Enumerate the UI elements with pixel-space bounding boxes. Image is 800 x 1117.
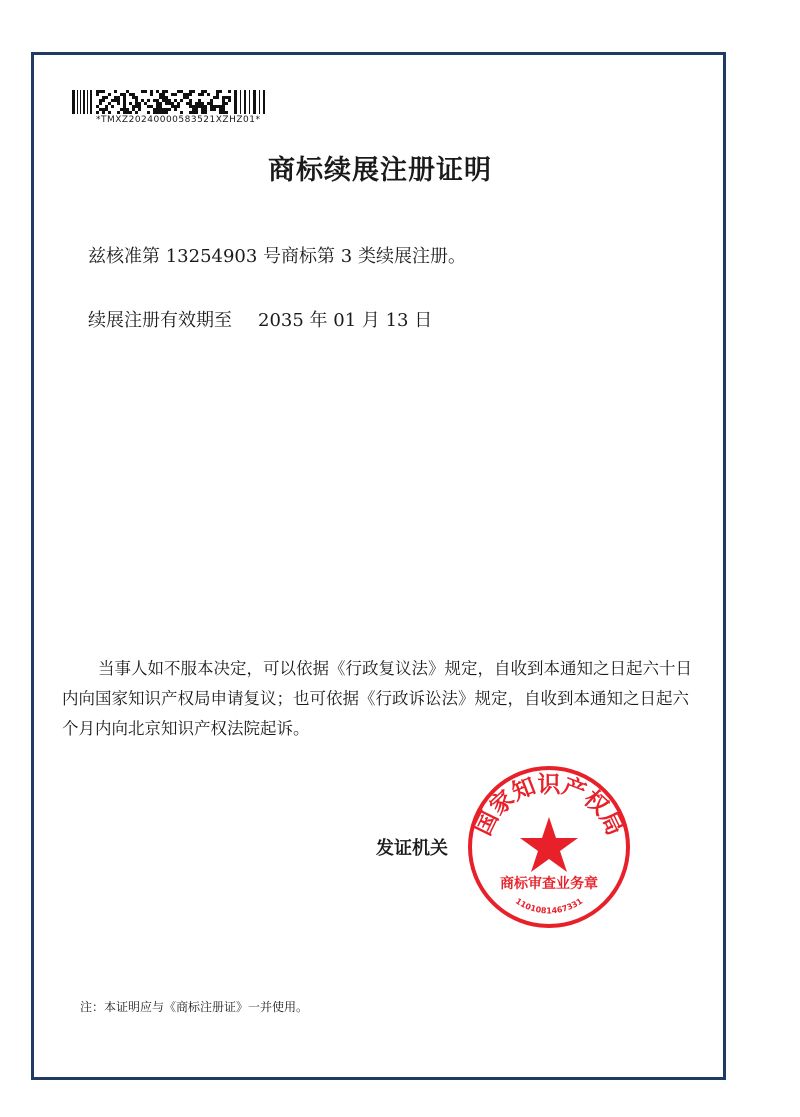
- footnote: 注：本证明应与《商标注册证》一并使用。: [80, 1000, 309, 1014]
- appeal-notice: [62, 654, 694, 744]
- barcode: [72, 90, 272, 114]
- seal-star-icon: [520, 817, 578, 872]
- issuer-label: 发证机关: [376, 838, 448, 859]
- seal-outer-text: 国家知识产权局: [470, 772, 628, 840]
- validity-label: 续展注册有效期至: [88, 310, 232, 331]
- validity-date: 2035 年 01 月 13 日: [258, 310, 433, 331]
- barcode-text: *TMXZ20240000583521XZHZ01*: [96, 115, 261, 125]
- official-seal: [466, 764, 632, 930]
- validity-line: [88, 306, 432, 332]
- approval-line: 兹核准第 13254903 号商标第 3 类续展注册。: [88, 246, 466, 267]
- seal-inner-text: 商标审查业务章: [500, 876, 598, 892]
- appeal-notice-text: 当事人如不服本决定，可以依据《行政复议法》规定，自收到本通知之日起六十日内向国家知识产权局申请复议；也可依据《行政诉讼法》规定，自收到本通知之日起六个月内向北京知识产权法院起诉。: [62, 659, 692, 738]
- seal-serial: 1101081467331: [513, 896, 585, 916]
- document-title: 商标续展注册证明: [268, 155, 492, 186]
